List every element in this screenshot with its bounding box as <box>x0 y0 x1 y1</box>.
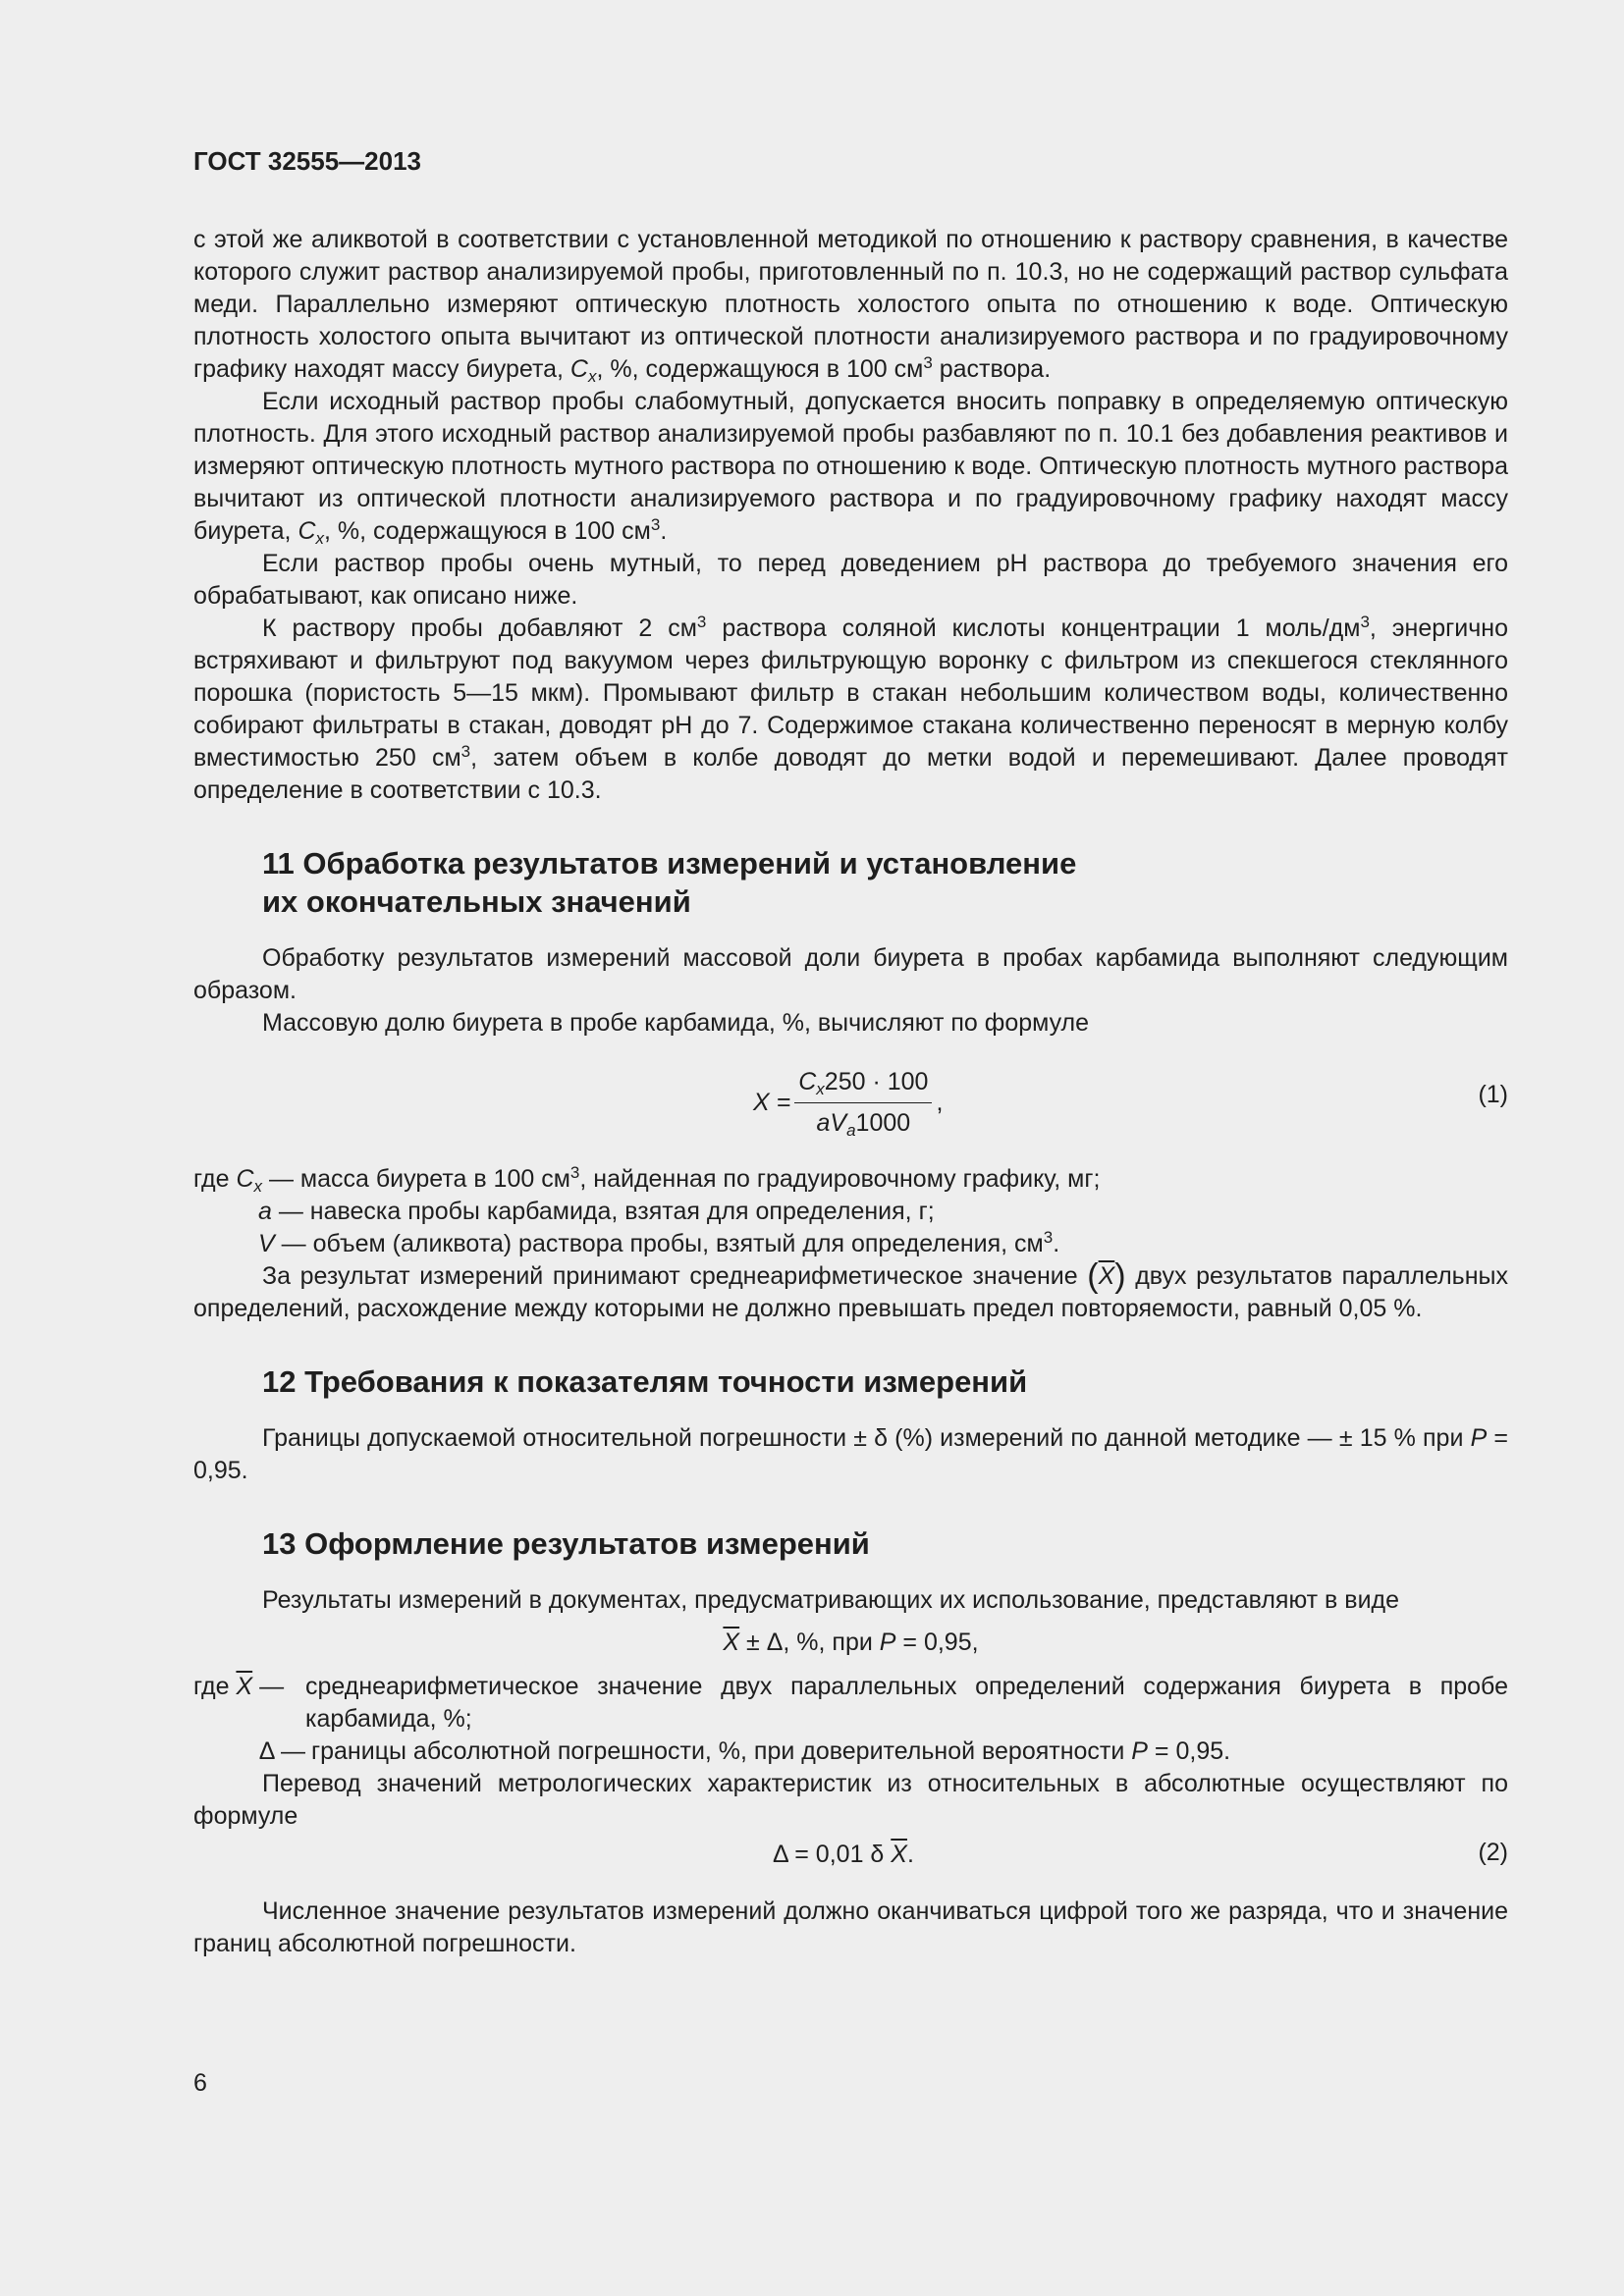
formula-1-number: (1) <box>1478 1081 1508 1108</box>
formula-1: X = $\frac{C_x250 \cdot 100}{aV_a1000}$ , (1) <box>753 1067 1508 1140</box>
page-number: 6 <box>193 2069 207 2097</box>
where-delta: Δ — границы абсолютной погрешности, %, при доверительной вероятности P = 0,95. <box>258 1737 1231 1765</box>
section-13-paragraph-2: Перевод значений метрологических характеристик из относительных в абсолютные осуществляют по формуле <box>193 1770 1508 1830</box>
where-a: a — навеска пробы карбамида, взятая для определения, г; <box>258 1198 935 1225</box>
section-12-paragraph: Границы допускаемой относительной погрешности ± δ (%) измерений по данной методике — ± 15 % при P = 0,95. <box>193 1424 1509 1484</box>
section-11-paragraph-1: Обработку результатов измерений массовой доли биурета в пробах карбамида выполняют следующим образом. <box>193 944 1508 1004</box>
section-11-paragraph-2: Массовую долю биурета в пробе карбамида, %, вычисляют по формуле <box>262 1009 1090 1037</box>
result-formula: $\overline{X} \pm \Delta$, %, при P = 0,95, <box>723 1629 979 1656</box>
section-11-title: 11 Обработка результатов измерений и установление их окончательных значений <box>262 846 1077 919</box>
formula-2: Δ = 0,01 δ $\overline{X}$. (2) <box>773 1839 1508 1868</box>
section-13-paragraph-3: Численное значение результатов измерений должно оканчиваться цифрой того же разряда, что и значение границ абсолютной погрешности. <box>193 1897 1508 1957</box>
where-v: V — объем (аликвота) раствора пробы, взятый для определения, $см^3$. <box>258 1228 1060 1257</box>
document-page <box>193 145 1508 1960</box>
paragraph-2: Если исходный раствор пробы слабомутный, допускается вносить поправку в определяемую оптическую плотность. Для этого исходный раствор анализируемой пробы разбавляют по п. 10.1 без добавления реактивов и измеряют оптическую плотность мутного раствора по отношению к воде. Оптическую плотность мутного раствора вычитают из оптической плотности анализируемого раствора и по градуировочному графику находят массу биурета, $C_x$, %, содержащуюся в 100 $см^3$. <box>193 388 1508 548</box>
where-cx: где $C_x$ — масса биурета в 100 $см^3$, найденная по градуировочному графику, мг; <box>193 1163 1101 1196</box>
paragraph-4: К раствору пробы добавляют 2 $см^3$ раствора соляной кислоты концентрации 1 моль/$дм^3$, энергично встряхивают и фильтруют под вакуумом через фильтрующую воронку с фильтром из спекшегося стеклянного порошка (пористость 5—15 мкм). Промывают фильтр в стакан небольшим количеством воды, количественно собирают фильтраты в стакан, доводят pH до 7. Содержимое стакана количественно переносят в мерную колбу вместимостью 250 $см^3$, затем объем в колбе доводят до метки водой и перемешивают. Далее проводят определение в соответствии с 10.3. <box>193 613 1508 804</box>
paragraph-3: Если раствор пробы очень мутный, то перед доведением pH раствора до требуемого значения его обрабатывают, как описано ниже. <box>193 550 1508 610</box>
formula-2-number: (2) <box>1478 1839 1508 1866</box>
document-header: ГОСТ 32555—2013 <box>193 146 421 176</box>
section-13-title: 13 Оформление результатов измерений <box>262 1526 870 1561</box>
paragraph-1: с этой же аликвотой в соответствии с установленной методикой по отношению к раствору сравнения, в качестве которого служит раствор анализируемой пробы, приготовленный по п. 10.3, но не содержащий раствор сульфата меди. Параллельно измеряют оптическую плотность холостого опыта по отношению к воде. Оптическую плотность холостого опыта вычитают из оптической плотности анализируемого раствора и по градуировочному графику находят массу биурета, $C_x$, %, содержащуюся в 100 $см^3$ раствора. <box>193 226 1508 386</box>
where-x-mean: где $\overline{X}$ — среднеарифметическое значение двух параллельных определений содержания биурета в пробе карбамида, %; <box>193 1673 1508 1733</box>
section-12-title: 12 Требования к показателям точности измерений <box>262 1364 1028 1399</box>
section-13-paragraph-1: Результаты измерений в документах, предусматривающих их использование, представляют в виде <box>262 1586 1400 1614</box>
section-11-paragraph-3: За результат измерений принимают среднеарифметическое значение $(\overline{X})$ двух результатов параллельных определений, расхождение между которыми не должно превышать предел повторяемости, равный 0,05 %. <box>193 1257 1508 1322</box>
